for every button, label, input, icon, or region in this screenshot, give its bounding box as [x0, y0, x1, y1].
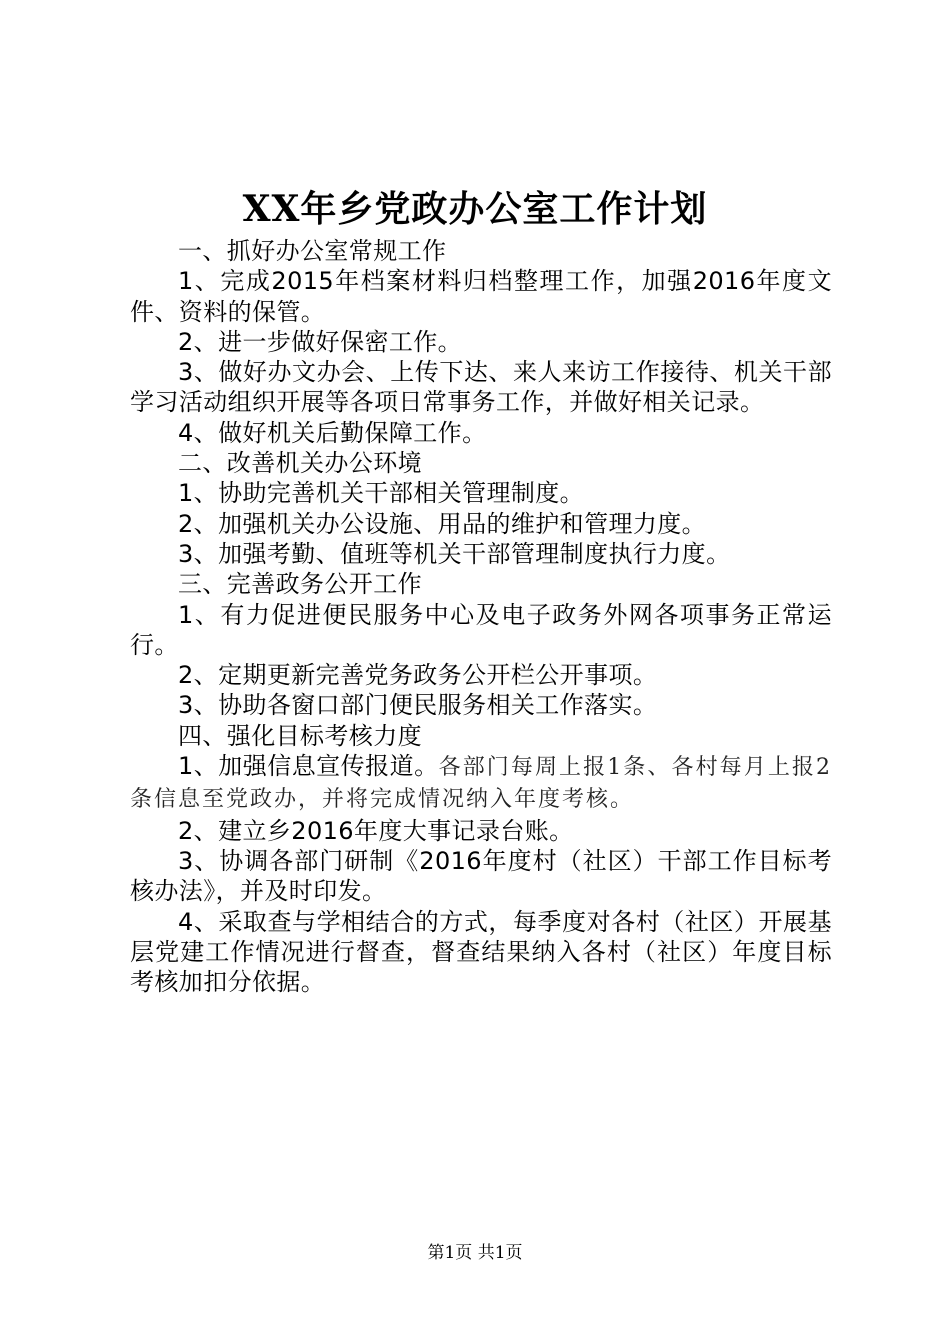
- list-item: 3、做好办文办会、上传下达、来人来访工作接待、机关干部学习活动组织开展等各项日常事务工作，并做好相关记录。: [130, 358, 832, 417]
- section-heading: 四、强化目标考核力度: [178, 721, 422, 750]
- list-item-detail: 各部门每周上报1条、各村每月上报2条信息至党政办，并将完成情况纳入年度考核。: [130, 755, 833, 813]
- list-item-lead: 1、加强信息宣传报道。: [178, 752, 439, 781]
- list-item: 2、建立乡2016年度大事记录台账。: [178, 816, 574, 845]
- list-item: 1、有力促进便民服务中心及电子政务外网各项事务正常运行。: [130, 600, 832, 659]
- list-item: 2、进一步做好保密工作。: [178, 327, 463, 356]
- section-heading: 一、抓好办公室常规工作: [178, 237, 447, 265]
- list-item: 4、采取查与学相结合的方式，每季度对各村（社区）开展基层党建工作情况进行督查，督查结果纳入各村（社区）年度目标考核加扣分依据。: [130, 907, 832, 997]
- list-item: 3、加强考勤、值班等机关干部管理制度执行力度。: [178, 539, 731, 568]
- list-item: 2、定期更新完善党务政务公开栏公开事项。: [178, 661, 658, 690]
- list-item: 3、协调各部门研制《2016年度村（社区）干部工作目标考核办法》，并及时印发。: [130, 846, 832, 906]
- list-item: 4、做好机关后勤保障工作。: [178, 418, 487, 447]
- document-body: [130, 236, 832, 997]
- section-heading: 三、完善政务公开工作: [178, 570, 422, 599]
- document-title: XX年乡党政办公室工作计划: [242, 188, 708, 230]
- list-item: 1、完成2015年档案材料归档整理工作，加强2016年度文件、资料的保管。: [130, 267, 832, 326]
- page-footer: 第1页 共1页: [427, 1243, 523, 1263]
- section-heading: 二、改善机关办公环境: [178, 449, 422, 478]
- list-item: 3、协助各窗口部门便民服务相关工作落实。: [178, 691, 658, 720]
- list-item: [130, 751, 832, 816]
- list-item: 1、协助完善机关干部相关管理制度。: [178, 479, 585, 508]
- list-item: 2、加强机关办公设施、用品的维护和管理力度。: [178, 509, 707, 538]
